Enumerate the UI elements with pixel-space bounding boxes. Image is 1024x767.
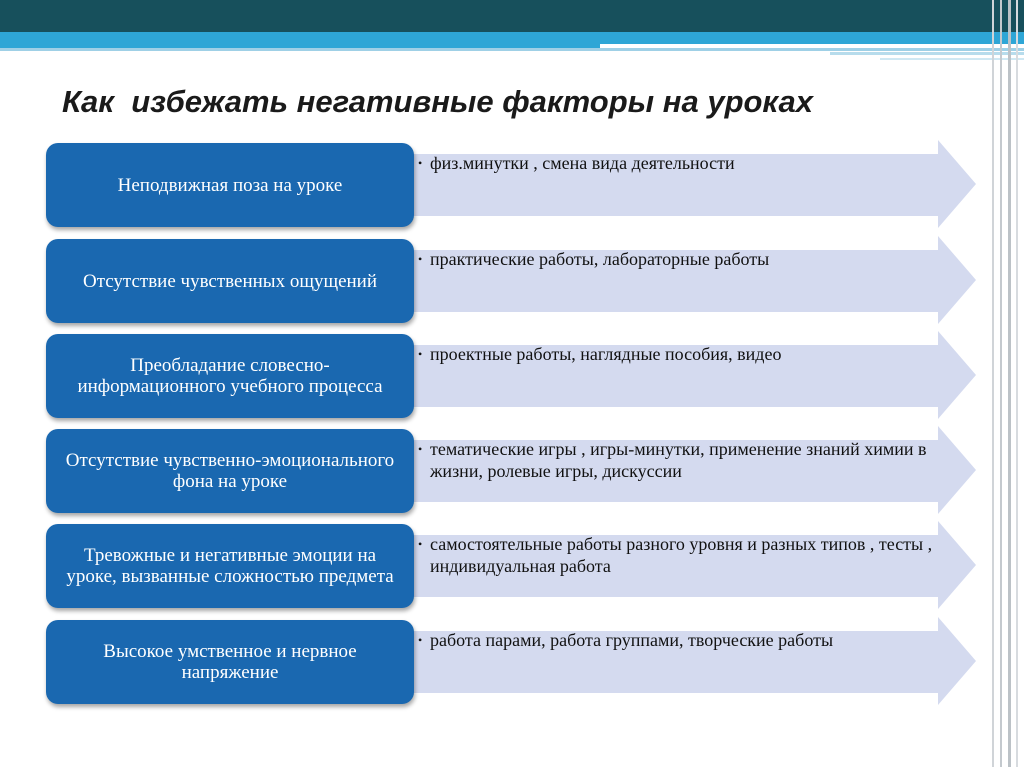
solution-item bbox=[418, 533, 938, 577]
factor-box bbox=[46, 620, 414, 704]
diagram-row bbox=[46, 236, 976, 324]
solution-item bbox=[418, 438, 938, 482]
diagram-row bbox=[46, 331, 976, 419]
bullet-icon: • bbox=[418, 156, 423, 170]
factor-label: Неподвижная поза на уроке bbox=[117, 174, 343, 196]
bullet-icon: • bbox=[418, 633, 423, 647]
solution-item bbox=[418, 152, 938, 174]
diagram-row bbox=[46, 617, 976, 705]
factor-label: Отсутствие чувственно-эмоционального фона на уроке bbox=[65, 450, 395, 492]
solution-text: практические работы, лабораторные работы bbox=[430, 249, 770, 269]
bullet-icon: • bbox=[418, 537, 423, 551]
solution-item bbox=[418, 629, 938, 651]
solution-text: самостоятельные работы разного уровня и разных типов , тесты , индивидуальная работа bbox=[430, 534, 933, 576]
factor-box bbox=[46, 334, 414, 418]
solution-text: работа парами, работа группами, творческие работы bbox=[430, 630, 834, 650]
page-title: Как избежать негативные факторы на уроках bbox=[62, 84, 814, 119]
solution-text: проектные работы, наглядные пособия, видео bbox=[430, 344, 782, 364]
factor-label: Преобладание словесно-информационного учебного процесса bbox=[77, 355, 383, 397]
factor-label: Отсутствие чувственных ощущений bbox=[82, 270, 378, 292]
factor-box bbox=[46, 524, 414, 608]
factor-box bbox=[46, 239, 414, 323]
bullet-icon: • bbox=[418, 347, 423, 361]
factor-label: Тревожные и негативные эмоции на уроке, вызванные сложностью предмета bbox=[66, 545, 394, 587]
diagram-row bbox=[46, 521, 976, 609]
diagram-row bbox=[46, 426, 976, 514]
bullet-icon: • bbox=[418, 442, 423, 456]
diagram-row bbox=[46, 140, 976, 228]
bullet-icon: • bbox=[418, 252, 423, 266]
factor-label: Высокое умственное и нервное напряжение bbox=[103, 641, 357, 683]
solution-item bbox=[418, 248, 938, 270]
solution-text: физ.минутки , смена вида деятельности bbox=[430, 153, 735, 173]
factor-box bbox=[46, 429, 414, 513]
solution-item bbox=[418, 343, 938, 365]
solution-text: тематические игры , игры-минутки, применение знаний химии в жизни, ролевые игры, дискуссии bbox=[430, 439, 927, 481]
factor-box bbox=[46, 143, 414, 227]
